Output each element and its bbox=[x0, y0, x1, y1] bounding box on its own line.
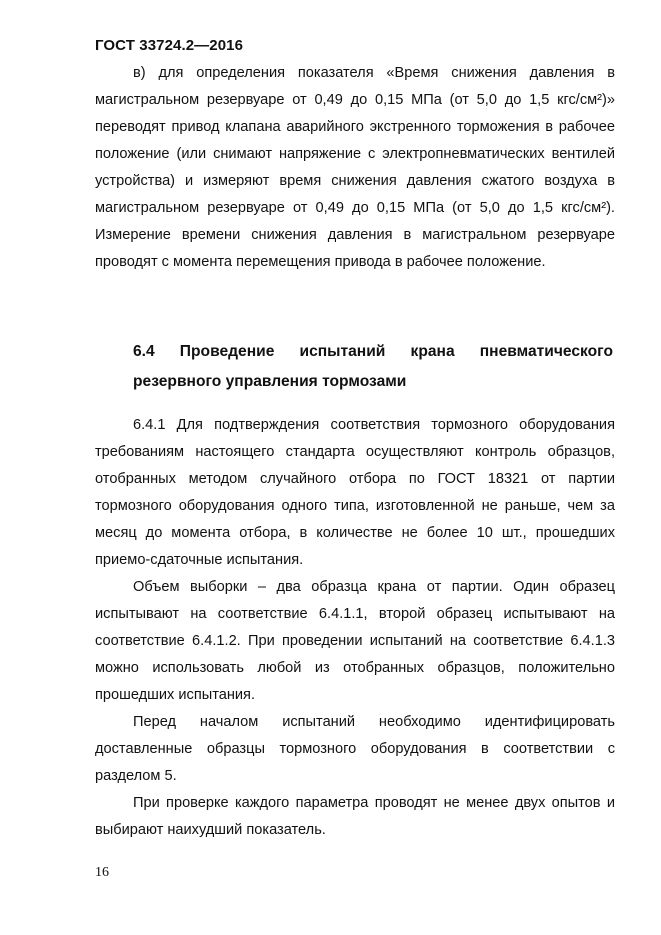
paragraph-parameter-check: При проверке каждого параметра проводят не менее двух опытов и выбирают наихудший показатель. bbox=[95, 795, 615, 838]
paragraph-sample-size: Объем выборки – два образца крана от партии. Один образец испытывают на соответствие 6.4.1.1, второй образец испытывают на соответствие 6.4.1.2. При проведении испытаний на соответствие 6.4.1.3 можно использовать любой из отобранных образцов, положительно прошедших испытания. bbox=[95, 579, 615, 703]
paragraph-6-4-1: 6.4.1 Для подтверждения соответствия тормозного оборудования требованиям настоящего стандарта осуществляют контроль образцов, отобранных методом случайного отбора по ГОСТ 18321 от партии тормозного оборудования одного типа, изготовленной не раньше, чем за месяц до момента отбора, в количестве не более 10 шт., прошедших приемо-сдаточные испытания. bbox=[95, 417, 615, 568]
document-header: ГОСТ 33724.2—2016 bbox=[95, 37, 244, 54]
paragraph-identification: Перед началом испытаний необходимо идентифицировать доставленные образцы тормозного оборудования в соответствии с разделом 5. bbox=[95, 714, 615, 784]
page-number: 16 bbox=[95, 865, 109, 880]
section-heading-line2: резервного управления тормозами bbox=[133, 373, 407, 390]
section-heading-6-4 bbox=[133, 337, 613, 397]
section-heading-line1: 6.4 Проведение испытаний крана пневматического bbox=[133, 343, 613, 360]
top-paragraph-block bbox=[95, 60, 615, 276]
paragraph-v: в) для определения показателя «Время снижения давления в магистральном резервуаре от 0,49 до 0,15 МПа (от 5,0 до 1,5 кгс/см²)» переводят привод клапана аварийного экстренного торможения в рабочее положение (или снимают напряжение с электропневматических вентилей устройства) и измеряют время снижения давления сжатого воздуха в магистральном резервуаре от 0,49 до 0,15 МПа (от 5,0 до 1,5 кгс/см²). Измерение времени снижения давления в магистральном резервуаре проводят с момента перемещения привода в рабочее положение. bbox=[95, 65, 615, 270]
section-6-4-body bbox=[95, 412, 615, 844]
